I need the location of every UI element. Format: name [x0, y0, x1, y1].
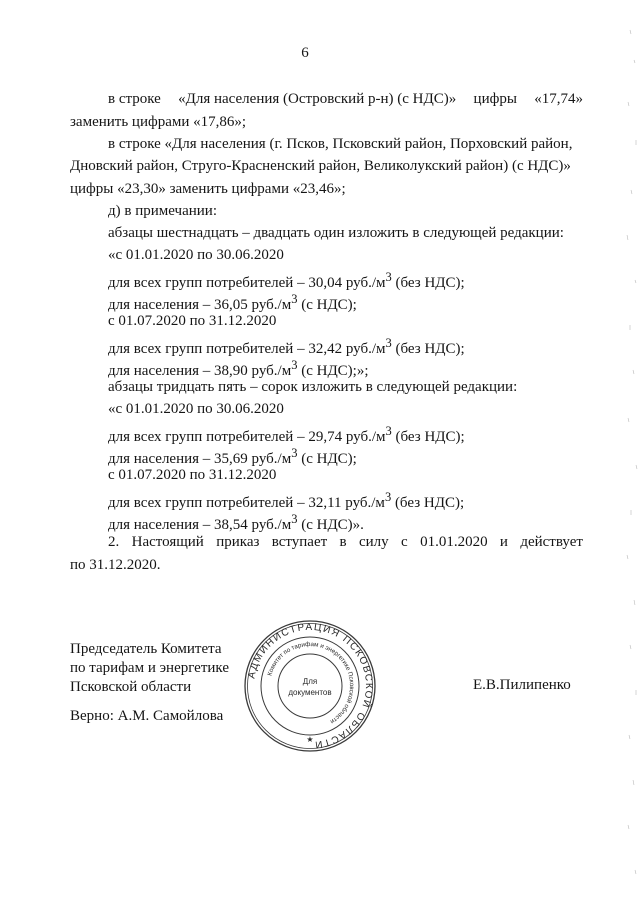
text-line-1 — [108, 90, 583, 108]
line-text: для всех групп потребителей – 32,42 руб./м — [108, 341, 386, 357]
superscript: 3 — [291, 292, 298, 306]
line-text: (без НДС); — [391, 275, 465, 291]
signer-position-line: Председатель Комитета — [70, 641, 222, 657]
signer-name: Е.В.Пилипенко — [473, 677, 571, 693]
signer-position-line: по тарифам и энергетике — [70, 660, 229, 676]
line-text: (с НДС); — [297, 451, 357, 467]
text-segment: и — [499, 534, 508, 550]
stamp-middle-ring — [261, 637, 359, 735]
superscript: 3 — [384, 490, 392, 504]
official-stamp — [242, 618, 378, 754]
line-text: (без НДС); — [391, 429, 465, 445]
text-line-19 — [108, 488, 464, 512]
stamp-star-icon: ★ — [306, 735, 314, 744]
signer-position — [70, 640, 229, 697]
line-text: (с НДС)». — [297, 517, 364, 533]
text-line-10 — [108, 290, 357, 314]
line-text: для населения – 35,69 руб./м — [108, 451, 292, 467]
text-line-18: с 01.07.2020 по 31.12.2020 — [108, 467, 277, 483]
text-segment: в строке — [108, 91, 161, 107]
text-line-9 — [108, 268, 465, 292]
text-line-3: в строке «Для населения (г. Псков, Псковский район, Порховский район, — [108, 136, 573, 152]
superscript: 3 — [291, 512, 298, 526]
signer-position-line: Псковской области — [70, 679, 192, 695]
text-segment: силу — [359, 534, 389, 550]
line-text: для всех групп потребителей – 30,04 руб./м — [108, 275, 386, 291]
superscript: 3 — [385, 270, 392, 284]
text-line-8: «с 01.01.2020 по 30.06.2020 — [108, 247, 284, 263]
text-segment: приказ — [216, 534, 260, 550]
line-text: для населения – 36,05 руб./м — [108, 297, 292, 313]
text-line-20 — [108, 510, 364, 534]
text-line-7: абзацы шестнадцать – двадцать один изложить в следующей редакции: — [108, 225, 564, 241]
text-segment: «Для населения (Островский р-н) (с НДС)» — [178, 91, 457, 107]
superscript: 3 — [291, 358, 298, 372]
text-line-4: Дновский район, Струго-Красненский район, Великолукский район) (с НДС)» — [70, 158, 571, 174]
text-line-22: по 31.12.2020. — [70, 557, 161, 573]
stamp-outer-textpath: АДМИНИСТРАЦИЯ ПСКОВСКОЙ ОБЛАСТИ — [246, 621, 375, 750]
stamp-center-line-1: Для — [302, 677, 318, 686]
line-text: (без НДС); — [391, 495, 465, 511]
text-line-15: «с 01.01.2020 по 30.06.2020 — [108, 401, 284, 417]
text-segment: действует — [520, 534, 583, 550]
text-line-11: с 01.07.2020 по 31.12.2020 — [108, 313, 277, 329]
text-segment: 01.01.2020 — [420, 534, 488, 550]
scan-edge-marks — [627, 30, 637, 874]
text-segment: Настоящий — [131, 534, 204, 550]
text-segment: «17,74» — [534, 91, 583, 107]
text-line-14: абзацы тридцать пять – сорок изложить в следующей редакции: — [108, 379, 518, 395]
line-text: для населения – 38,54 руб./м — [108, 517, 292, 533]
page-number: 6 — [301, 45, 309, 61]
line-text: (с НДС); — [297, 297, 357, 313]
text-line-2: заменить цифрами «17,86»; — [70, 114, 247, 130]
text-line-17 — [108, 444, 357, 468]
text-line-12 — [108, 334, 465, 358]
text-line-13 — [108, 356, 369, 380]
text-segment: цифры — [473, 91, 517, 107]
stamp-outer-ring — [245, 621, 375, 751]
text-segment: вступает — [271, 534, 328, 550]
text-segment: с — [401, 534, 408, 550]
superscript: 3 — [291, 446, 298, 460]
line-text: (с НДС);»; — [297, 363, 369, 379]
text-line-5: цифры «23,30» заменить цифрами «23,46»; — [70, 181, 346, 197]
line-text: для всех групп потребителей – 32,11 руб./м — [108, 495, 385, 511]
text-line-16 — [108, 422, 465, 446]
text-line-6: д) в примечании: — [108, 203, 217, 219]
scan-edge-noise — [624, 20, 640, 900]
text-line-21 — [108, 533, 583, 551]
stamp-center-line-2: документов — [288, 688, 332, 697]
text-segment: 2. — [108, 534, 120, 550]
line-text: для населения – 38,90 руб./м — [108, 363, 292, 379]
stamp-inner-ring — [278, 654, 342, 718]
stamp-inner-textpath: Комитет по тарифам и энергетике Псковской области — [266, 640, 356, 725]
line-text: для всех групп потребителей – 29,74 руб./м — [108, 429, 386, 445]
line-text: (без НДС); — [391, 341, 465, 357]
superscript: 3 — [385, 424, 392, 438]
verified-by: Верно: А.М. Самойлова — [70, 708, 224, 724]
text-segment: в — [339, 534, 347, 550]
superscript: 3 — [385, 336, 392, 350]
